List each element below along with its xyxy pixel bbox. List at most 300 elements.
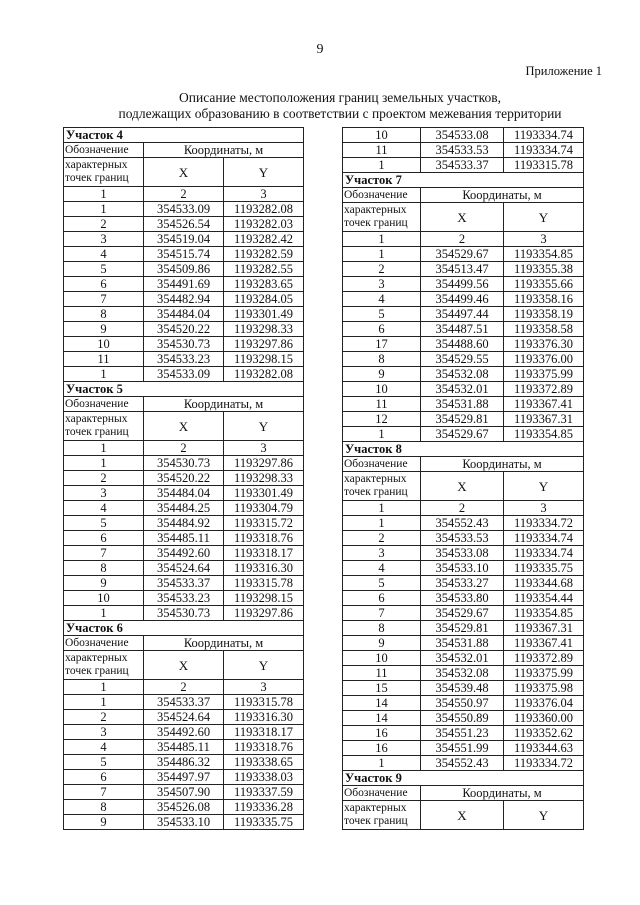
designation-label: Обозначение bbox=[64, 397, 144, 412]
x-coordinate: 354533.23 bbox=[144, 591, 224, 606]
x-coordinate: 354533.53 bbox=[421, 531, 504, 546]
point-number: 4 bbox=[64, 501, 144, 516]
designation-label: Обозначение bbox=[343, 786, 421, 801]
x-coordinate: 354533.23 bbox=[144, 352, 224, 367]
x-coordinate: 354526.54 bbox=[144, 217, 224, 232]
table-row bbox=[343, 397, 584, 412]
table-row bbox=[343, 531, 584, 546]
table-row bbox=[343, 128, 584, 143]
table-row bbox=[343, 681, 584, 696]
table-row bbox=[343, 726, 584, 741]
point-number: 8 bbox=[64, 561, 144, 576]
table-row bbox=[64, 456, 304, 471]
point-number: 8 bbox=[64, 800, 144, 815]
column-number-row bbox=[343, 501, 584, 516]
y-coordinate: 1193282.59 bbox=[224, 247, 304, 262]
plot-title: Участок 9 bbox=[343, 771, 584, 786]
header-row bbox=[64, 412, 304, 441]
y-coordinate: 1193354.85 bbox=[504, 606, 584, 621]
point-number: 4 bbox=[343, 292, 421, 307]
coordinates-table-left bbox=[63, 127, 304, 830]
x-coordinate: 354532.08 bbox=[421, 367, 504, 382]
y-coordinate: 1193358.16 bbox=[504, 292, 584, 307]
point-number: 11 bbox=[343, 397, 421, 412]
x-coordinate: 354533.27 bbox=[421, 576, 504, 591]
point-number: 1 bbox=[64, 367, 144, 382]
point-number: 9 bbox=[343, 636, 421, 651]
x-coordinate: 354529.55 bbox=[421, 352, 504, 367]
x-coordinate: 354499.56 bbox=[421, 277, 504, 292]
point-number: 11 bbox=[343, 143, 421, 158]
x-coordinate: 354526.08 bbox=[144, 800, 224, 815]
char-points-label: характерных точек границ bbox=[343, 472, 421, 501]
table-row bbox=[64, 277, 304, 292]
y-coordinate: 1193367.31 bbox=[504, 621, 584, 636]
table-row bbox=[343, 621, 584, 636]
x-coordinate: 354492.60 bbox=[144, 546, 224, 561]
point-number: 5 bbox=[64, 516, 144, 531]
x-coordinate: 354533.80 bbox=[421, 591, 504, 606]
y-coordinate: 1193284.05 bbox=[224, 292, 304, 307]
plot-title: Участок 8 bbox=[343, 442, 584, 457]
plot-title-row bbox=[343, 173, 584, 188]
coordinates-label: Координаты, м bbox=[144, 143, 304, 158]
point-number: 10 bbox=[64, 591, 144, 606]
y-coordinate: 1193372.89 bbox=[504, 651, 584, 666]
header-row bbox=[64, 143, 304, 158]
x-coordinate: 354532.01 bbox=[421, 651, 504, 666]
designation-label: Обозначение bbox=[64, 143, 144, 158]
point-number: 16 bbox=[343, 726, 421, 741]
coordinates-label: Координаты, м bbox=[144, 636, 304, 651]
x-coordinate: 354533.10 bbox=[144, 815, 224, 830]
x-coordinate: 354530.73 bbox=[144, 337, 224, 352]
table-row bbox=[343, 561, 584, 576]
table-row bbox=[343, 277, 584, 292]
y-coordinate: 1193352.62 bbox=[504, 726, 584, 741]
x-axis-label: X bbox=[144, 651, 224, 680]
point-number: 2 bbox=[64, 217, 144, 232]
y-coordinate: 1193283.65 bbox=[224, 277, 304, 292]
point-number: 9 bbox=[343, 367, 421, 382]
y-coordinate: 1193297.86 bbox=[224, 606, 304, 621]
x-coordinate: 354513.47 bbox=[421, 262, 504, 277]
table-row bbox=[343, 352, 584, 367]
y-coordinate: 1193358.58 bbox=[504, 322, 584, 337]
y-coordinate: 1193301.49 bbox=[224, 486, 304, 501]
y-coordinate: 1193318.76 bbox=[224, 531, 304, 546]
point-number: 10 bbox=[343, 382, 421, 397]
point-number: 15 bbox=[343, 681, 421, 696]
plot-title-row bbox=[343, 771, 584, 786]
table-row bbox=[64, 292, 304, 307]
table-row bbox=[64, 800, 304, 815]
point-number: 3 bbox=[343, 277, 421, 292]
table-row bbox=[64, 352, 304, 367]
x-coordinate: 354485.11 bbox=[144, 531, 224, 546]
point-number: 1 bbox=[343, 756, 421, 771]
point-number: 17 bbox=[343, 337, 421, 352]
point-number: 1 bbox=[343, 247, 421, 262]
header-row bbox=[343, 786, 584, 801]
x-coordinate: 354497.44 bbox=[421, 307, 504, 322]
x-coordinate: 354520.22 bbox=[144, 322, 224, 337]
point-number: 10 bbox=[343, 128, 421, 143]
table-row bbox=[343, 546, 584, 561]
column-number-row bbox=[343, 232, 584, 247]
header-row bbox=[343, 188, 584, 203]
table-row bbox=[343, 756, 584, 771]
table-row bbox=[64, 367, 304, 382]
y-coordinate: 1193315.72 bbox=[224, 516, 304, 531]
point-number: 3 bbox=[343, 546, 421, 561]
y-axis-label: Y bbox=[504, 472, 584, 501]
y-coordinate: 1193282.08 bbox=[224, 202, 304, 217]
designation-label: Обозначение bbox=[343, 188, 421, 203]
y-coordinate: 1193344.63 bbox=[504, 741, 584, 756]
x-coordinate: 354524.64 bbox=[144, 710, 224, 725]
document-title bbox=[60, 90, 620, 122]
x-coordinate: 354488.60 bbox=[421, 337, 504, 352]
x-coordinate: 354524.64 bbox=[144, 561, 224, 576]
table-row bbox=[64, 531, 304, 546]
point-number: 14 bbox=[343, 711, 421, 726]
column-number: 2 bbox=[144, 441, 224, 456]
x-coordinate: 354531.88 bbox=[421, 397, 504, 412]
column-number: 2 bbox=[144, 187, 224, 202]
x-coordinate: 354529.67 bbox=[421, 606, 504, 621]
point-number: 5 bbox=[64, 755, 144, 770]
x-coordinate: 354485.11 bbox=[144, 740, 224, 755]
table-row bbox=[343, 143, 584, 158]
x-coordinate: 354552.43 bbox=[421, 516, 504, 531]
x-coordinate: 354550.89 bbox=[421, 711, 504, 726]
column-number: 1 bbox=[343, 232, 421, 247]
column-number-row bbox=[64, 441, 304, 456]
y-coordinate: 1193282.55 bbox=[224, 262, 304, 277]
x-coordinate: 354533.37 bbox=[144, 695, 224, 710]
point-number: 5 bbox=[343, 576, 421, 591]
plot-title-row bbox=[64, 382, 304, 397]
header-row bbox=[343, 472, 584, 501]
y-coordinate: 1193298.33 bbox=[224, 322, 304, 337]
header-row bbox=[343, 203, 584, 232]
header-row bbox=[64, 397, 304, 412]
x-coordinate: 354533.08 bbox=[421, 128, 504, 143]
x-coordinate: 354499.46 bbox=[421, 292, 504, 307]
x-coordinate: 354529.67 bbox=[421, 427, 504, 442]
y-coordinate: 1193316.30 bbox=[224, 710, 304, 725]
x-coordinate: 354484.92 bbox=[144, 516, 224, 531]
table-row bbox=[343, 651, 584, 666]
y-coordinate: 1193335.75 bbox=[224, 815, 304, 830]
point-number: 3 bbox=[64, 486, 144, 501]
point-number: 1 bbox=[343, 516, 421, 531]
x-coordinate: 354533.37 bbox=[144, 576, 224, 591]
table-row bbox=[343, 666, 584, 681]
y-coordinate: 1193298.33 bbox=[224, 471, 304, 486]
y-coordinate: 1193344.68 bbox=[504, 576, 584, 591]
point-number: 4 bbox=[64, 740, 144, 755]
y-coordinate: 1193375.98 bbox=[504, 681, 584, 696]
point-number: 9 bbox=[64, 815, 144, 830]
table-row bbox=[343, 292, 584, 307]
table-row bbox=[64, 591, 304, 606]
x-coordinate: 354497.97 bbox=[144, 770, 224, 785]
table-row bbox=[343, 516, 584, 531]
table-row bbox=[343, 741, 584, 756]
y-coordinate: 1193372.89 bbox=[504, 382, 584, 397]
coordinates-label: Координаты, м bbox=[421, 188, 584, 203]
point-number: 7 bbox=[64, 546, 144, 561]
x-coordinate: 354529.81 bbox=[421, 412, 504, 427]
y-coordinate: 1193376.04 bbox=[504, 696, 584, 711]
x-coordinate: 354552.43 bbox=[421, 756, 504, 771]
plot-title: Участок 5 bbox=[64, 382, 304, 397]
y-coordinate: 1193355.38 bbox=[504, 262, 584, 277]
y-coordinate: 1193367.41 bbox=[504, 636, 584, 651]
y-coordinate: 1193297.86 bbox=[224, 456, 304, 471]
point-number: 14 bbox=[343, 696, 421, 711]
y-coordinate: 1193354.44 bbox=[504, 591, 584, 606]
x-coordinate: 354532.01 bbox=[421, 382, 504, 397]
char-points-label: характерных точек границ bbox=[343, 203, 421, 232]
column-number: 1 bbox=[64, 441, 144, 456]
y-coordinate: 1193318.17 bbox=[224, 725, 304, 740]
table-row bbox=[343, 576, 584, 591]
coordinates-table-right bbox=[342, 127, 584, 830]
point-number: 11 bbox=[343, 666, 421, 681]
table-row bbox=[343, 367, 584, 382]
y-axis-label: Y bbox=[224, 651, 304, 680]
page-number: 9 bbox=[316, 42, 324, 57]
y-coordinate: 1193360.00 bbox=[504, 711, 584, 726]
point-number: 1 bbox=[343, 427, 421, 442]
y-coordinate: 1193375.99 bbox=[504, 367, 584, 382]
point-number: 4 bbox=[343, 561, 421, 576]
y-coordinate: 1193354.85 bbox=[504, 247, 584, 262]
x-coordinate: 354520.22 bbox=[144, 471, 224, 486]
table-row bbox=[343, 247, 584, 262]
y-coordinate: 1193334.74 bbox=[504, 128, 584, 143]
point-number: 6 bbox=[64, 770, 144, 785]
designation-label: Обозначение bbox=[343, 457, 421, 472]
table-row bbox=[64, 337, 304, 352]
y-axis-label: Y bbox=[504, 801, 584, 830]
y-coordinate: 1193338.65 bbox=[224, 755, 304, 770]
x-coordinate: 354519.04 bbox=[144, 232, 224, 247]
coordinates-label: Координаты, м bbox=[144, 397, 304, 412]
point-number: 7 bbox=[64, 292, 144, 307]
x-coordinate: 354533.37 bbox=[421, 158, 504, 173]
x-coordinate: 354491.69 bbox=[144, 277, 224, 292]
x-coordinate: 354533.10 bbox=[421, 561, 504, 576]
plot-title-row bbox=[64, 128, 304, 143]
point-number: 16 bbox=[343, 741, 421, 756]
x-coordinate: 354507.90 bbox=[144, 785, 224, 800]
x-coordinate: 354484.04 bbox=[144, 486, 224, 501]
coordinates-label: Координаты, м bbox=[421, 786, 584, 801]
y-coordinate: 1193367.31 bbox=[504, 412, 584, 427]
column-number: 2 bbox=[421, 232, 504, 247]
column-number: 3 bbox=[224, 187, 304, 202]
point-number: 7 bbox=[64, 785, 144, 800]
char-points-label: характерных точек границ bbox=[64, 158, 144, 187]
y-coordinate: 1193336.28 bbox=[224, 800, 304, 815]
point-number: 9 bbox=[64, 576, 144, 591]
x-coordinate: 354551.23 bbox=[421, 726, 504, 741]
column-number: 3 bbox=[504, 232, 584, 247]
x-axis-label: X bbox=[144, 158, 224, 187]
table-row bbox=[343, 307, 584, 322]
x-coordinate: 354484.04 bbox=[144, 307, 224, 322]
y-coordinate: 1193358.19 bbox=[504, 307, 584, 322]
point-number: 8 bbox=[64, 307, 144, 322]
char-points-label: характерных точек границ bbox=[64, 651, 144, 680]
y-coordinate: 1193315.78 bbox=[504, 158, 584, 173]
title-line-1: Описание местоположения границ земельных участков, bbox=[179, 90, 501, 105]
x-axis-label: X bbox=[421, 472, 504, 501]
table-row bbox=[343, 412, 584, 427]
column-number: 1 bbox=[64, 187, 144, 202]
plot-title: Участок 4 bbox=[64, 128, 304, 143]
point-number: 6 bbox=[64, 277, 144, 292]
x-coordinate: 354539.48 bbox=[421, 681, 504, 696]
designation-label: Обозначение bbox=[64, 636, 144, 651]
left-column bbox=[63, 127, 304, 830]
point-number: 6 bbox=[343, 322, 421, 337]
point-number: 1 bbox=[64, 456, 144, 471]
x-coordinate: 354533.08 bbox=[421, 546, 504, 561]
y-coordinate: 1193355.66 bbox=[504, 277, 584, 292]
point-number: 5 bbox=[343, 307, 421, 322]
y-coordinate: 1193337.59 bbox=[224, 785, 304, 800]
y-coordinate: 1193334.72 bbox=[504, 756, 584, 771]
y-coordinate: 1193282.42 bbox=[224, 232, 304, 247]
column-number-row bbox=[64, 187, 304, 202]
x-coordinate: 354533.53 bbox=[421, 143, 504, 158]
x-coordinate: 354482.94 bbox=[144, 292, 224, 307]
table-row bbox=[343, 636, 584, 651]
x-coordinate: 354530.73 bbox=[144, 456, 224, 471]
point-number: 12 bbox=[343, 412, 421, 427]
point-number: 6 bbox=[343, 591, 421, 606]
table-row bbox=[64, 307, 304, 322]
column-number: 3 bbox=[504, 501, 584, 516]
table-row bbox=[64, 710, 304, 725]
y-coordinate: 1193334.74 bbox=[504, 143, 584, 158]
y-coordinate: 1193304.79 bbox=[224, 501, 304, 516]
table-row bbox=[64, 232, 304, 247]
point-number: 1 bbox=[343, 158, 421, 173]
y-coordinate: 1193297.86 bbox=[224, 337, 304, 352]
plot-title: Участок 7 bbox=[343, 173, 584, 188]
table-row bbox=[64, 740, 304, 755]
point-number: 7 bbox=[343, 606, 421, 621]
x-coordinate: 354531.88 bbox=[421, 636, 504, 651]
table-row bbox=[64, 217, 304, 232]
y-coordinate: 1193316.30 bbox=[224, 561, 304, 576]
table-row bbox=[343, 711, 584, 726]
point-number: 11 bbox=[64, 352, 144, 367]
column-number: 1 bbox=[343, 501, 421, 516]
table-row bbox=[343, 606, 584, 621]
point-number: 3 bbox=[64, 725, 144, 740]
x-coordinate: 354487.51 bbox=[421, 322, 504, 337]
point-number: 5 bbox=[64, 262, 144, 277]
table-row bbox=[343, 158, 584, 173]
table-row bbox=[343, 322, 584, 337]
y-axis-label: Y bbox=[504, 203, 584, 232]
table-row bbox=[343, 427, 584, 442]
table-row bbox=[343, 591, 584, 606]
table-row bbox=[64, 262, 304, 277]
x-coordinate: 354529.81 bbox=[421, 621, 504, 636]
point-number: 8 bbox=[343, 352, 421, 367]
point-number: 1 bbox=[64, 202, 144, 217]
y-axis-label: Y bbox=[224, 158, 304, 187]
table-row bbox=[343, 696, 584, 711]
y-coordinate: 1193376.00 bbox=[504, 352, 584, 367]
column-number: 3 bbox=[224, 441, 304, 456]
table-row bbox=[64, 785, 304, 800]
header-row bbox=[64, 158, 304, 187]
table-row bbox=[64, 247, 304, 262]
table-row bbox=[64, 815, 304, 830]
point-number: 8 bbox=[343, 621, 421, 636]
y-coordinate: 1193354.85 bbox=[504, 427, 584, 442]
table-row bbox=[64, 576, 304, 591]
x-coordinate: 354484.25 bbox=[144, 501, 224, 516]
char-points-label: характерных точек границ bbox=[64, 412, 144, 441]
plot-title: Участок 6 bbox=[64, 621, 304, 636]
y-coordinate: 1193301.49 bbox=[224, 307, 304, 322]
y-coordinate: 1193335.75 bbox=[504, 561, 584, 576]
x-coordinate: 354530.73 bbox=[144, 606, 224, 621]
table-row bbox=[64, 486, 304, 501]
header-row bbox=[64, 636, 304, 651]
point-number: 1 bbox=[64, 695, 144, 710]
table-row bbox=[64, 322, 304, 337]
right-column bbox=[342, 127, 584, 830]
y-axis-label: Y bbox=[224, 412, 304, 441]
table-row bbox=[64, 606, 304, 621]
table-row bbox=[64, 695, 304, 710]
x-coordinate: 354551.99 bbox=[421, 741, 504, 756]
point-number: 2 bbox=[343, 531, 421, 546]
y-coordinate: 1193338.03 bbox=[224, 770, 304, 785]
table-row bbox=[64, 755, 304, 770]
point-number: 3 bbox=[64, 232, 144, 247]
y-coordinate: 1193315.78 bbox=[224, 695, 304, 710]
x-axis-label: X bbox=[421, 203, 504, 232]
column-number: 3 bbox=[224, 680, 304, 695]
x-axis-label: X bbox=[144, 412, 224, 441]
x-coordinate: 354515.74 bbox=[144, 247, 224, 262]
table-row bbox=[64, 546, 304, 561]
char-points-label: характерных точек границ bbox=[343, 801, 421, 830]
y-coordinate: 1193315.78 bbox=[224, 576, 304, 591]
header-row bbox=[64, 651, 304, 680]
table-row bbox=[64, 516, 304, 531]
table-row bbox=[343, 337, 584, 352]
table-row bbox=[343, 382, 584, 397]
y-coordinate: 1193298.15 bbox=[224, 352, 304, 367]
x-coordinate: 354550.97 bbox=[421, 696, 504, 711]
point-number: 2 bbox=[64, 710, 144, 725]
x-coordinate: 354532.08 bbox=[421, 666, 504, 681]
coordinates-label: Координаты, м bbox=[421, 457, 584, 472]
